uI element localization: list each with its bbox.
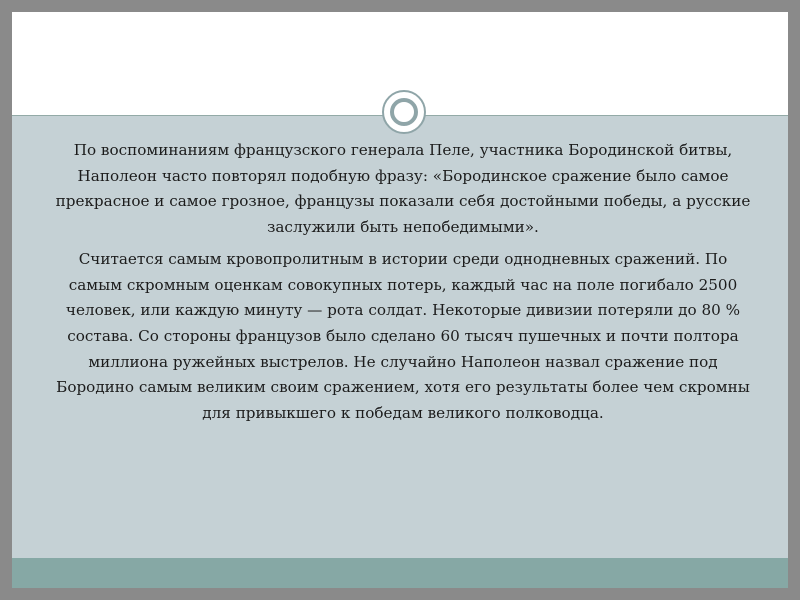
slide (12, 12, 788, 588)
circle-ornament-inner (390, 98, 418, 126)
footer-bar (12, 558, 788, 588)
circle-ornament-icon (382, 90, 426, 134)
paragraph-quote: По воспоминаниям французского генерала Пеле, участника Бородинской битвы, Наполеон часто повторял подобную фразу: «Бородинское сражение было самое прекрасное и самое грозное, французы показали себя достойными победы, а русские заслужили быть непобедимыми». (55, 141, 751, 237)
slide-body-text (54, 138, 752, 433)
paragraph-battle-facts: Считается самым кровопролитным в истории среди однодневных сражений. По самым скромным оценкам совокупных потерь, каждый час на поле погибало 2500 человек, или каждую минуту — рота солдат. Некоторые дивизии потеряли до 80 % состава. Со стороны французов было сделано 60 тысяч пушечных и почти полтора миллиона ружейных выстрелов. Не случайно Наполеон назвал сражение под Бородино самым великим своим сражением, хотя его результаты более чем скромны для привыкшего к победам великого полководца. (56, 249, 750, 423)
